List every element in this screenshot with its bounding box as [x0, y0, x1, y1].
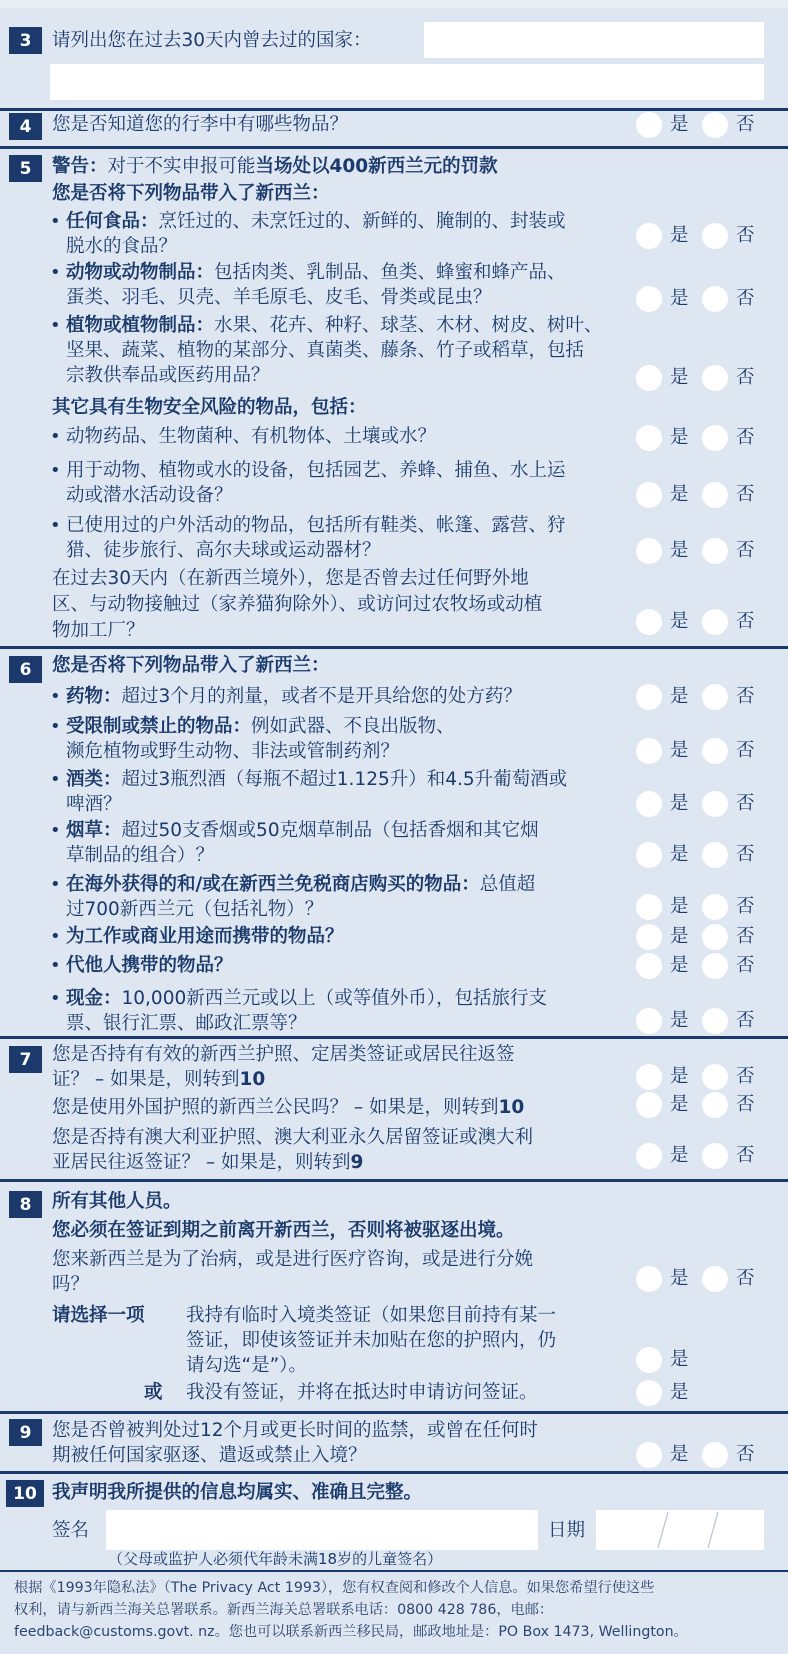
countries-field-2[interactable]	[50, 64, 764, 100]
no-label: 否	[736, 1066, 755, 1087]
footer-line-1: 根据《1993年隐私法》（The Privacy Act 1993），您有权查阅和修改个人信息。如果您希望行使这些	[14, 1580, 655, 1596]
bullet: •	[50, 874, 61, 895]
animal-item	[66, 260, 566, 285]
farm-text-2: 区、与动物接触过（家养猫狗除外）、或访问过农牧场或动植	[52, 594, 543, 615]
no-label: 否	[736, 686, 755, 707]
q7-a-goto-text: 证？ – 如果是，则转到	[52, 1069, 240, 1090]
farm-text-1: 在过去30天内（在新西兰境外），您是否曾去过任何野外地	[52, 568, 529, 589]
no-label: 否	[736, 844, 755, 865]
yes-radio[interactable]	[636, 286, 662, 312]
no-radio[interactable]	[702, 791, 728, 817]
q7-a-text-2	[52, 1067, 265, 1092]
yes-radio[interactable]	[636, 1266, 662, 1292]
bio-item-1: 动物药品、生物菌种、有机物体、土壤或水？	[66, 426, 437, 447]
option1-text-2: 签证，即使该签证并未加贴在您的护照内，仍	[186, 1330, 557, 1351]
yes-radio[interactable]	[636, 738, 662, 764]
no-label: 否	[736, 114, 755, 135]
yes-label: 是	[670, 1010, 689, 1031]
bio-item-3: 已使用过的户外活动的物品，包括所有鞋类、帐篷、露营、狩	[66, 515, 566, 536]
footer-line-2: 权利，请与新西兰海关总署联系。新西兰海关总署联系电话：0800 428 786，电邮：	[14, 1602, 554, 1618]
bullet: •	[50, 460, 61, 481]
yes-radio[interactable]	[636, 223, 662, 249]
question-number-7: 7	[9, 1046, 42, 1073]
no-radio[interactable]	[702, 894, 728, 920]
cash-yes-no	[636, 1008, 786, 1036]
yes-radio[interactable]	[636, 1064, 662, 1090]
divider	[0, 1570, 788, 1572]
choose-one-label: 请选择一项	[52, 1305, 145, 1326]
no-radio[interactable]	[702, 924, 728, 950]
alcohol-label: 酒类：	[66, 769, 122, 790]
top-strip	[0, 0, 788, 8]
yes-label: 是	[670, 1145, 689, 1166]
option2-yes	[636, 1380, 786, 1408]
yes-radio[interactable]	[636, 842, 662, 868]
food-item	[66, 209, 566, 234]
no-label: 否	[736, 1444, 755, 1465]
restricted-label: 受限制或禁止的物品：	[66, 716, 252, 737]
yes-radio[interactable]	[636, 894, 662, 920]
animal-yes-no	[636, 286, 786, 314]
question-number-8: 8	[9, 1191, 42, 1218]
bio1-yes-no	[636, 425, 786, 453]
no-radio[interactable]	[702, 223, 728, 249]
no-radio[interactable]	[702, 1143, 728, 1169]
date-separators	[596, 1510, 764, 1550]
business-yes-no	[636, 924, 786, 952]
tobacco-label: 烟草：	[66, 820, 122, 841]
q4-yes-no	[636, 112, 786, 140]
q9-text: 您是否曾被判处过12个月或更长时间的监禁，或曾在任何时	[52, 1420, 539, 1441]
bullet: •	[50, 211, 61, 232]
bullet: •	[50, 515, 61, 536]
question-number-3: 3	[9, 27, 42, 54]
q7b-yes-no	[636, 1092, 786, 1120]
no-label: 否	[736, 540, 755, 561]
cash-item	[66, 986, 547, 1011]
plant-text-2: 坚果、蔬菜、植物的某部分、真菌类、藤条、竹子或稻草，包括	[66, 340, 585, 361]
yes-radio[interactable]	[636, 609, 662, 635]
yes-label: 是	[670, 1349, 689, 1370]
yes-radio[interactable]	[636, 112, 662, 138]
date-field[interactable]	[596, 1510, 764, 1550]
option1-yes	[636, 1347, 786, 1375]
no-label: 否	[736, 1268, 755, 1289]
medicine-item	[66, 684, 522, 709]
bullet: •	[50, 955, 61, 976]
cash-text-2: 票、银行汇票、邮政汇票等？	[66, 1013, 307, 1034]
divider	[0, 1036, 788, 1039]
yes-label: 是	[670, 114, 689, 135]
plant-yes-no	[636, 365, 786, 393]
yes-label: 是	[670, 1444, 689, 1465]
plant-text-3: 宗教供奉品或医药用品？	[66, 365, 270, 386]
farm-yes-no	[636, 609, 786, 637]
cash-label: 现金：	[66, 988, 122, 1009]
q7c-yes-no	[636, 1143, 786, 1171]
cash-text: 10,000新西兰元或以上（或等值外币），包括旅行支	[121, 988, 547, 1009]
yes-label: 是	[670, 686, 689, 707]
yes-label: 是	[670, 1268, 689, 1289]
yes-label: 是	[670, 926, 689, 947]
countries-field-1[interactable]	[424, 22, 764, 58]
yes-label: 是	[670, 225, 689, 246]
dutyfree-text: 总值超	[479, 874, 536, 895]
q9-yes-no	[636, 1442, 786, 1470]
bio-item-3-line2: 猎、徒步旅行、高尔夫球或运动器材？	[66, 540, 381, 561]
food-text: 烹饪过的、未烹饪过的、新鲜的、腌制的、封装或	[158, 211, 566, 232]
bullet: •	[50, 315, 61, 336]
yes-radio[interactable]	[636, 1380, 662, 1406]
yes-radio[interactable]	[636, 1092, 662, 1118]
option2-text: 我没有签证，并将在抵达时申请访问签证。	[186, 1382, 538, 1403]
yes-label: 是	[670, 288, 689, 309]
yes-radio[interactable]	[636, 953, 662, 979]
or-label: 或	[144, 1382, 163, 1403]
q7a-yes-no	[636, 1064, 786, 1092]
divider	[0, 108, 788, 111]
yes-label: 是	[670, 540, 689, 561]
no-label: 否	[736, 1145, 755, 1166]
medicine-text: 超过3个月的剂量，或者不是开具给您的处方药？	[121, 686, 522, 707]
q7-c-goto-text: 亚居民往返签证？ – 如果是，则转到	[52, 1152, 351, 1173]
option1-text: 我持有临时入境类签证（如果您目前持有某一	[186, 1305, 557, 1326]
q7-c-goto: 9	[350, 1152, 364, 1173]
no-label: 否	[736, 955, 755, 976]
warning-fine: 当场处以400新西兰元的罚款	[255, 156, 498, 177]
business-item: 为工作或商业用途而携带的物品？	[66, 926, 344, 947]
no-radio[interactable]	[702, 482, 728, 508]
q6-heading: 您是否将下列物品带入了新西兰：	[52, 655, 330, 676]
no-radio[interactable]	[702, 738, 728, 764]
yes-radio[interactable]	[636, 538, 662, 564]
tobacco-yes-no	[636, 842, 786, 870]
tobacco-text-2: 草制品的组合）？	[66, 845, 215, 866]
question-number-4: 4	[9, 113, 42, 140]
question-number-6: 6	[9, 656, 42, 683]
no-label: 否	[736, 427, 755, 448]
plant-item	[66, 313, 603, 338]
no-radio[interactable]	[702, 286, 728, 312]
no-radio[interactable]	[702, 684, 728, 710]
yes-label: 是	[670, 1094, 689, 1115]
yes-label: 是	[670, 367, 689, 388]
warning-label: 警告：	[52, 156, 108, 177]
yes-radio[interactable]	[636, 924, 662, 950]
medicine-label: 药物：	[66, 686, 122, 707]
medicine-yes-no	[636, 684, 786, 712]
q8-warning: 您必须在签证到期之前离开新西兰，否则将被驱逐出境。	[52, 1220, 515, 1241]
yes-label: 是	[670, 844, 689, 865]
yes-label: 是	[670, 740, 689, 761]
bio3-yes-no	[636, 538, 786, 566]
divider	[0, 1411, 788, 1414]
bullet: •	[50, 426, 61, 447]
no-radio[interactable]	[702, 1266, 728, 1292]
yes-label: 是	[670, 1066, 689, 1087]
yes-radio[interactable]	[636, 365, 662, 391]
no-radio[interactable]	[702, 538, 728, 564]
dutyfree-text-2: 过700新西兰元（包括礼物）？	[66, 899, 324, 920]
yes-label: 是	[670, 1382, 689, 1403]
bullet: •	[50, 686, 61, 707]
alcohol-yes-no	[636, 791, 786, 819]
yes-label: 是	[670, 896, 689, 917]
q7-a-goto: 10	[239, 1069, 266, 1090]
warning-text: 对于不实申报可能	[107, 156, 256, 177]
no-label: 否	[736, 1094, 755, 1115]
no-label: 否	[736, 896, 755, 917]
yes-label: 是	[670, 427, 689, 448]
no-radio[interactable]	[702, 1092, 728, 1118]
yes-radio[interactable]	[636, 1008, 662, 1034]
divider	[0, 1179, 788, 1182]
question-number-9: 9	[9, 1419, 42, 1446]
bullet: •	[50, 988, 61, 1009]
yes-label: 是	[670, 484, 689, 505]
biosecurity-heading: 其它具有生物安全风险的物品，包括：	[52, 397, 367, 418]
no-label: 否	[736, 367, 755, 388]
bio2-yes-no	[636, 482, 786, 510]
no-radio[interactable]	[702, 1064, 728, 1090]
q9-text-2: 期被任何国家驱逐、遣返或禁止入境？	[52, 1445, 367, 1466]
bullet: •	[50, 262, 61, 283]
option1-text-3: 请勾选“是”）。	[186, 1355, 307, 1376]
bullet: •	[50, 820, 61, 841]
animal-text: 包括肉类、乳制品、鱼类、蜂蜜和蜂产品、	[214, 262, 566, 283]
dutyfree-item	[66, 872, 535, 897]
q7-b-goto: 10	[498, 1097, 525, 1118]
no-label: 否	[736, 288, 755, 309]
dutyfree-yes-no	[636, 894, 786, 922]
yes-radio[interactable]	[636, 791, 662, 817]
yes-radio[interactable]	[636, 425, 662, 451]
no-label: 否	[736, 793, 755, 814]
restricted-yes-no	[636, 738, 786, 766]
yes-radio[interactable]	[636, 482, 662, 508]
q7-a-text: 您是否持有有效的新西兰护照、定居类签证或居民往返签	[52, 1044, 515, 1065]
footer-line-3: feedback@customs.govt. nz。您也可以联系新西兰移民局，邮政地址是：PO Box 1473, Wellington。	[14, 1624, 688, 1640]
no-label: 否	[736, 611, 755, 632]
no-radio[interactable]	[702, 1008, 728, 1034]
no-label: 否	[736, 1010, 755, 1031]
q7-c-text: 您是否持有澳大利亚护照、澳大利亚永久居留签证或澳大利	[52, 1127, 534, 1148]
food-label: 任何食品：	[66, 211, 159, 232]
q7-b-goto-text: 您是使用外国护照的新西兰公民吗？ – 如果是，则转到	[52, 1097, 499, 1118]
q3-text: 请列出您在过去30天内曾去过的国家：	[52, 30, 372, 51]
animal-label: 动物或动物制品：	[66, 262, 215, 283]
yes-radio[interactable]	[636, 1442, 662, 1468]
food-text-2: 脱水的食品？	[66, 236, 178, 257]
divider	[0, 646, 788, 649]
animal-text-2: 蛋类、羽毛、贝壳、羊毛原毛、皮毛、骨类或昆虫？	[66, 287, 492, 308]
alcohol-text-2: 啤酒？	[66, 794, 122, 815]
signature-note: （父母或监护人必须代年龄未满18岁的儿童签名）	[108, 1550, 443, 1568]
privacy-footer	[14, 1577, 779, 1643]
tobacco-text: 超过50支香烟或50克烟草制品（包括香烟和其它烟	[121, 820, 539, 841]
dutyfree-label: 在海外获得的和/或在新西兰免税商店购买的物品：	[66, 874, 480, 895]
alcohol-text: 超过3瓶烈酒（每瓶不超过1.125升）和4.5升葡萄酒或	[121, 769, 568, 790]
bio-item-2-line2: 动或潜水活动设备？	[66, 485, 233, 506]
bullet: •	[50, 926, 61, 947]
question-number-5: 5	[9, 155, 42, 182]
no-radio[interactable]	[702, 953, 728, 979]
q8-heading: 所有其他人员。	[52, 1191, 182, 1212]
yes-radio[interactable]	[636, 684, 662, 710]
bio-item-2: 用于动物、植物或水的设备，包括园艺、养蜂、捕鱼、水上运	[66, 460, 566, 481]
restricted-text: 例如武器、不良出版物、	[251, 716, 455, 737]
others-item: 代他人携带的物品？	[66, 955, 233, 976]
no-radio[interactable]	[702, 842, 728, 868]
q8-medical-yes-no	[636, 1266, 786, 1294]
yes-label: 是	[670, 793, 689, 814]
yes-radio[interactable]	[636, 1347, 662, 1373]
no-radio[interactable]	[702, 365, 728, 391]
no-radio[interactable]	[702, 425, 728, 451]
plant-text: 水果、花卉、种籽、球茎、木材、树皮、树叶、	[214, 315, 603, 336]
declaration-text: 我声明我所提供的信息均属实、准确且完整。	[52, 1482, 423, 1503]
no-label: 否	[736, 225, 755, 246]
q5-heading: 您是否将下列物品带入了新西兰：	[52, 183, 330, 204]
no-radio[interactable]	[702, 1442, 728, 1468]
question-number-10: 10	[6, 1480, 44, 1507]
restricted-text-2: 濒危植物或野生动物、非法或管制药剂？	[66, 741, 400, 762]
signature-field[interactable]	[106, 1510, 538, 1550]
no-label: 否	[736, 740, 755, 761]
plant-label: 植物或植物制品：	[66, 315, 215, 336]
q8-medical-text-2: 吗？	[52, 1274, 90, 1295]
farm-text-3: 物加工厂？	[52, 620, 145, 641]
date-label: 日期	[548, 1520, 586, 1541]
no-label: 否	[736, 484, 755, 505]
q8-medical-text: 您来新西兰是为了治病，或是进行医疗咨询，或是进行分娩	[52, 1249, 534, 1270]
restricted-item	[66, 714, 455, 739]
yes-label: 是	[670, 611, 689, 632]
signature-label: 签名	[52, 1520, 90, 1541]
alcohol-item	[66, 767, 567, 792]
no-radio[interactable]	[702, 609, 728, 635]
q5-warning	[52, 154, 498, 179]
q4-text: 您是否知道您的行李中有哪些物品？	[52, 114, 349, 135]
food-yes-no	[636, 223, 786, 251]
tobacco-item	[66, 818, 539, 843]
yes-radio[interactable]	[636, 1143, 662, 1169]
q7-c-text-2	[52, 1150, 363, 1175]
divider	[0, 1471, 788, 1474]
yes-label: 是	[670, 955, 689, 976]
bullet: •	[50, 716, 61, 737]
q7-b-text	[52, 1095, 524, 1120]
divider	[0, 146, 788, 149]
others-yes-no	[636, 953, 786, 981]
no-radio[interactable]	[702, 112, 728, 138]
bullet: •	[50, 769, 61, 790]
no-label: 否	[736, 926, 755, 947]
